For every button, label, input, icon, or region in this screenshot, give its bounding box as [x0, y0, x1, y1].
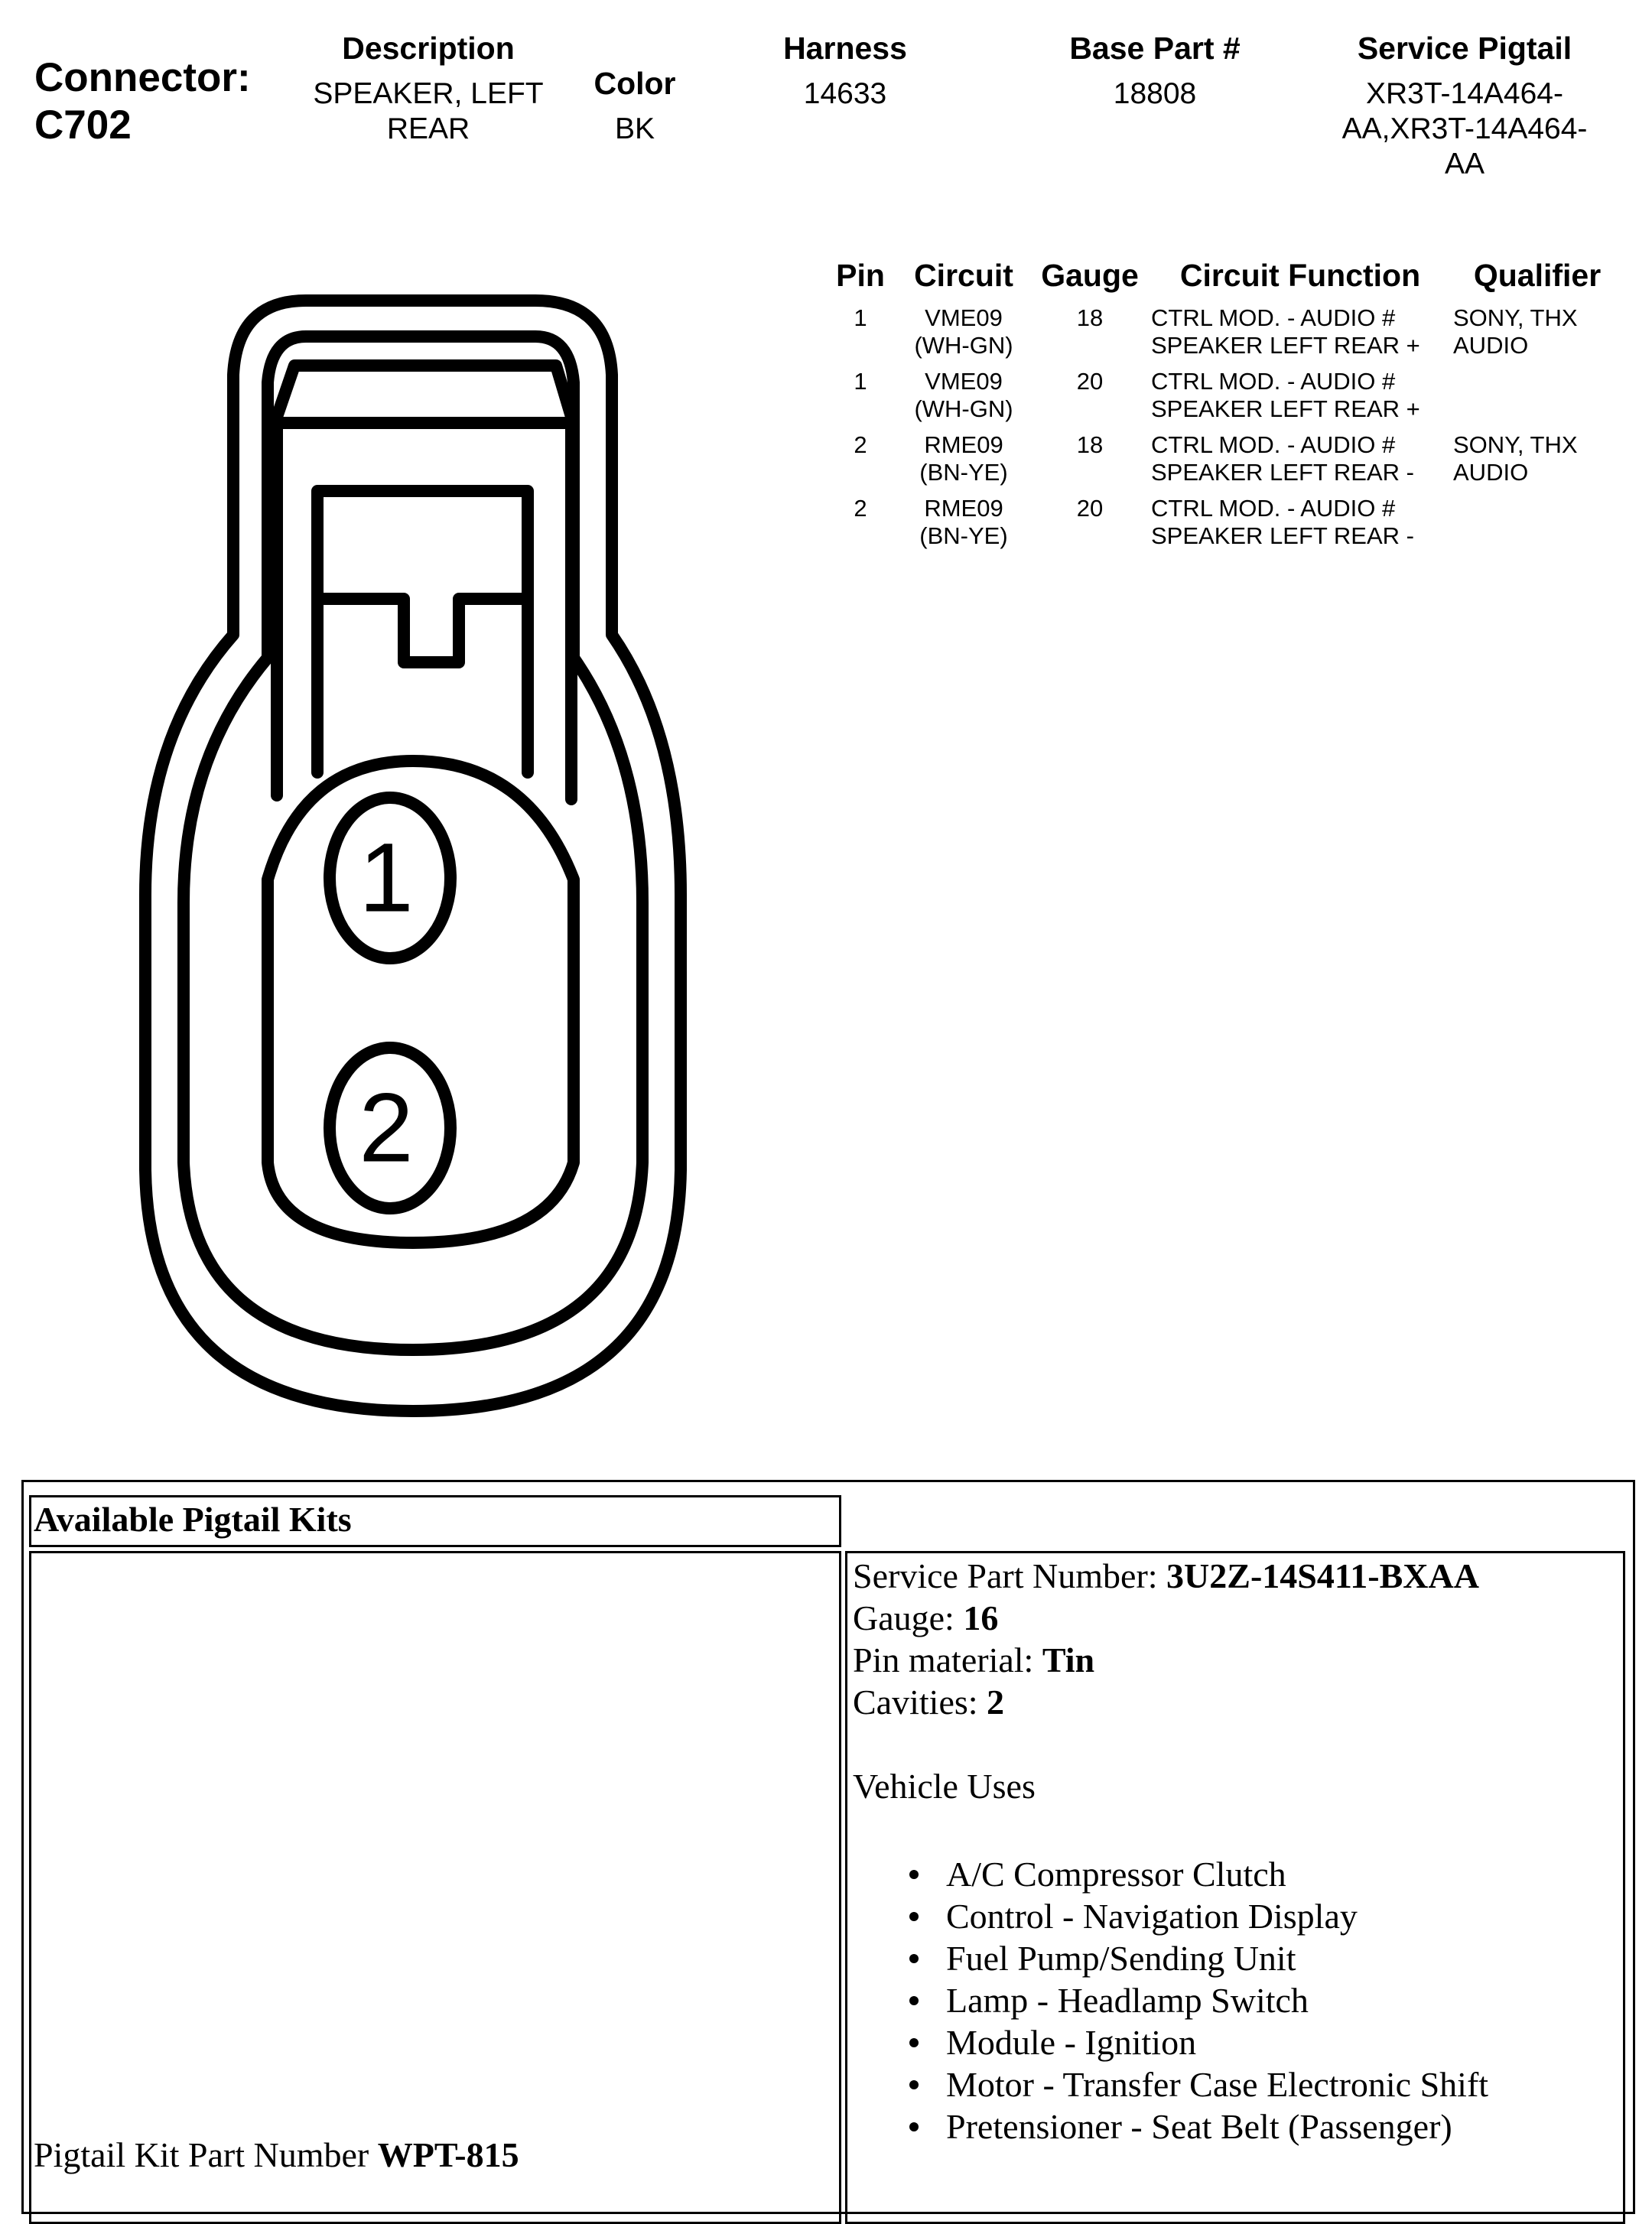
- pin-cell: 1: [854, 368, 867, 395]
- pin-material-value: Tin: [1042, 1640, 1095, 1679]
- vehicle-uses-list: [908, 1853, 1618, 2148]
- list-item: Pretensioner - Seat Belt (Passenger): [908, 2105, 1618, 2148]
- list-item: Control - Navigation Display: [908, 1895, 1618, 1937]
- color-value: BK: [614, 112, 655, 145]
- bullet-icon: [909, 1870, 919, 1879]
- description-line-2: REAR: [386, 112, 470, 145]
- harness-label: Harness: [783, 31, 907, 66]
- qualifier-cell: SONY, THX AUDIO: [1453, 304, 1578, 359]
- bullet-icon: [909, 2080, 919, 2089]
- col-circuit-header: Circuit: [914, 258, 1013, 293]
- service-pigtail-label: Service Pigtail: [1357, 31, 1572, 66]
- pigtail-title: Available Pigtail Kits: [34, 1500, 352, 1539]
- bullet-icon: [909, 2038, 919, 2047]
- list-item: Module - Ignition: [908, 2021, 1618, 2063]
- service-part-number: 3U2Z-14S411-BXAA: [1166, 1556, 1479, 1595]
- bullet-icon: [909, 1912, 919, 1921]
- service-pigtail-line-1: XR3T-14A464-: [1366, 77, 1563, 110]
- function-cell: CTRL MOD. - AUDIO # SPEAKER LEFT REAR +: [1151, 304, 1420, 359]
- function-cell: CTRL MOD. - AUDIO # SPEAKER LEFT REAR -: [1151, 431, 1414, 486]
- base-part-label: Base Part #: [1069, 31, 1241, 66]
- col-function-header: Circuit Function: [1179, 258, 1421, 293]
- gauge-cell: 18: [1076, 304, 1104, 331]
- gauge-value: 16: [963, 1598, 999, 1637]
- list-item: Motor - Transfer Case Electronic Shift: [908, 2063, 1618, 2105]
- cavities-line: Cavities: 2: [853, 1683, 1005, 1722]
- harness-value: 14633: [803, 77, 887, 110]
- pin-material-line: Pin material: Tin: [853, 1640, 1095, 1679]
- list-item: A/C Compressor Clutch: [908, 1853, 1618, 1895]
- cavities-value: 2: [987, 1683, 1005, 1722]
- circuit-cell: RME09 (BN-YE): [919, 495, 1008, 549]
- connector-id: C702: [34, 102, 132, 148]
- gauge-line: Gauge: 16: [853, 1598, 999, 1637]
- pigtail-kit-part-line: Pigtail Kit Part Number WPT-815: [34, 2135, 519, 2174]
- pin-cell: 1: [854, 304, 867, 331]
- vehicle-uses-heading: Vehicle Uses: [853, 1767, 1036, 1806]
- latch-window: [317, 491, 528, 772]
- connector-label: Connector:: [34, 55, 251, 100]
- pigtail-image-cell: [29, 1551, 841, 2224]
- pigtail-kit-part-number: WPT-815: [377, 2135, 519, 2174]
- circuit-cell: VME09 (WH-GN): [914, 304, 1013, 359]
- bullet-icon: [909, 1954, 919, 1963]
- service-pigtail-value: [1300, 76, 1629, 182]
- function-cell: CTRL MOD. - AUDIO # SPEAKER LEFT REAR -: [1151, 495, 1414, 549]
- qualifier-cell: SONY, THX AUDIO: [1453, 431, 1578, 486]
- function-cell: CTRL MOD. - AUDIO # SPEAKER LEFT REAR +: [1151, 368, 1420, 422]
- gauge-cell: 18: [1076, 431, 1104, 458]
- service-pigtail-line-3: AA: [1444, 148, 1485, 180]
- circuit-cell: RME09 (BN-YE): [919, 431, 1008, 486]
- description-label: Description: [342, 31, 515, 66]
- col-pin-header: Pin: [836, 258, 885, 293]
- gauge-cell: 20: [1076, 495, 1104, 522]
- col-qualifier-header: Qualifier: [1473, 258, 1602, 293]
- color-label: Color: [593, 66, 676, 101]
- service-part-line: Service Part Number: 3U2Z-14S411-BXAA: [853, 1556, 1479, 1595]
- base-part-value: 18808: [1113, 77, 1197, 110]
- circuit-cell: VME09 (WH-GN): [914, 368, 1013, 422]
- description-value: [291, 76, 566, 147]
- col-gauge-header: Gauge: [1041, 258, 1139, 293]
- list-item: Fuel Pump/Sending Unit: [908, 1937, 1618, 1979]
- bullet-icon: [909, 1996, 919, 2005]
- description-line-1: SPEAKER, LEFT: [313, 77, 544, 110]
- pin-housing: [268, 761, 574, 1243]
- pin-cell: 2: [854, 495, 867, 522]
- pin-1-label: 1: [359, 823, 414, 933]
- connector-diagram: [0, 229, 765, 1438]
- pigtail-info: [853, 1555, 1618, 2148]
- pin-2-label: 2: [359, 1073, 414, 1183]
- gauge-cell: 20: [1076, 368, 1104, 395]
- service-pigtail-line-2: AA,XR3T-14A464-: [1341, 112, 1588, 145]
- bullet-icon: [909, 2122, 919, 2131]
- pin-cell: 2: [854, 431, 867, 458]
- list-item: Lamp - Headlamp Switch: [908, 1979, 1618, 2021]
